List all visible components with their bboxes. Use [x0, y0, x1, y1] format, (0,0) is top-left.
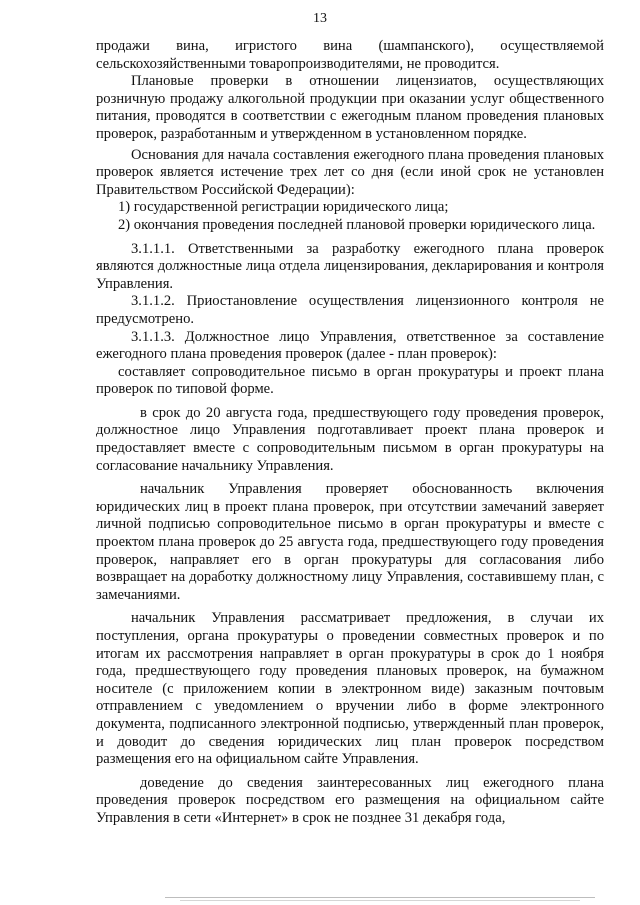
paragraph-3-1-1-3: 3.1.1.3. Должностное лицо Управления, ответственное за составление ежегодного плана проведения проверок (далее - план проверок):	[96, 328, 604, 363]
paragraph-august-20: в срок до 20 августа года, предшествующего году проведения проверок, должностное лицо Управления подготавливает проект плана проверок и предоставляет вместе с сопроводительным письмом в орган прокуратуры на согласование начальнику Управления.	[96, 404, 604, 474]
document-body	[96, 38, 604, 828]
paragraph-continuation: продажи вина, игристого вина (шампанского), осуществляемой сельскохозяйственными товаропроизводителями, не проводится.	[96, 38, 604, 72]
paragraph-3-1-1-1: 3.1.1.1. Ответственными за разработку ежегодного плана проверок являются должностные лица отдела лицензирования, декларирования и контроля Управления.	[96, 240, 604, 292]
list-item-last-inspection: 2) окончания проведения последней плановой проверки юридического лица.	[118, 216, 596, 233]
footer-divider	[165, 897, 595, 898]
paragraph-3-1-1-2: 3.1.1.2. Приостановление осуществления лицензионного контроля не предусмотрено.	[96, 293, 604, 327]
paragraph-cover-letter: составляет сопроводительное письмо в орган прокуратуры и проект плана проверок по типовой форме.	[96, 363, 604, 398]
paragraph-head-checks: начальник Управления проверяет обоснованность включения юридических лиц в проект плана проверок, при отсутствии замечаний заверяет личной подписью сопроводительное письмо в орган прокуратуры и вместе с проектом плана проверок до 25 августа года, предшествующего году проведения проверок, направляет его в орган прокуратуры для согласования либо возвращает на доработку должностному лицу Управления, составившему план, с замечаниями.	[96, 481, 604, 603]
list-item-registration: 1) государственной регистрации юридического лица;	[118, 199, 449, 216]
paragraph-scheduled-inspections: Плановые проверки в отношении лицензиатов, осуществляющих розничную продажу алкогольной продукции при оказании услуг общественного питания, проводятся в соответствии с ежегодным планом проведения плановых проверок, разработанным и утвержденном в установленном порядке.	[96, 73, 604, 142]
footer-divider-faint	[180, 900, 580, 901]
paragraph-grounds: Основания для начала составления ежегодного плана проведения плановых проверок является истечение трех лет со дня (если иной срок не установлен Правительством Российской Федерации):	[96, 146, 604, 198]
paragraph-publication: доведение до сведения заинтересованных лиц ежегодного плана проведения проверок посредством его размещения на официальном сайте Управления в сети «Интернет» в срок не позднее 31 декабря года,	[96, 774, 604, 826]
paragraph-head-reviews: начальник Управления рассматривает предложения, в случаи их поступления, органа прокуратуры о проведении совместных проверок и по итогам их рассмотрения направляет в орган прокуратуры в срок до 1 ноября года, предшествующего году проведения плановых проверок, на бумажном носителе (с приложением копии в электронном виде) заказным почтовым отправлением с уведомлением о вручении либо в форме электронного документа, подписанного электронной подписью, утвержденный план проверок, и доводит до сведения юридических лиц план проверок посредством размещения его на официальном сайте Управления.	[96, 610, 604, 768]
page-number: 13	[313, 11, 327, 26]
